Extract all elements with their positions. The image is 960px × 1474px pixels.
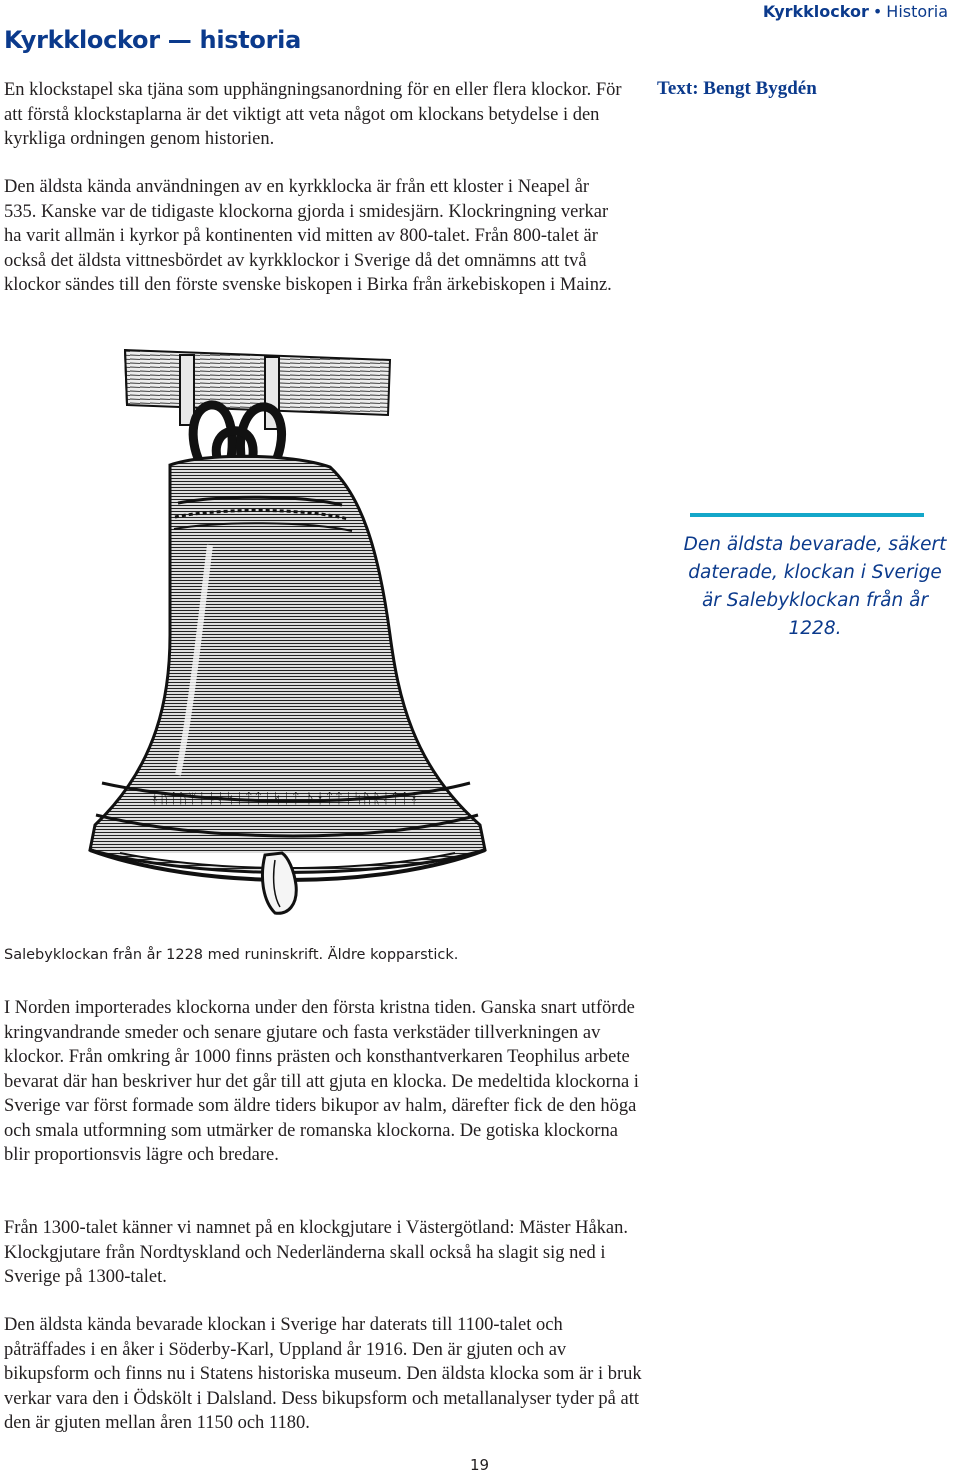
body-paragraph-1: Den äldsta kända användningen av en kyrkklocka är från ett kloster i Neapel år 535. Kanske var de tidigaste klockorna gjorda i smidesjärn. Klockringning verkar ha varit allmän i kyrkor på kontinenten vid mitten av 800-talet. Från 800-talet är också det äldsta vittnesbördet av kyrkklockor i Sverige då det omnämns att två klockor sändes till den förste svenske biskopen i Birka från ärkebiskopen i Mainz.: [4, 177, 612, 295]
body-paragraph-3: Från 1300-talet känner vi namnet på en klockgjutare i Västergötland: Mäster Håkan. Klockgjutare från Nordtyskland och Nederländerna skall också ha slagit sig ned i Sverige på 1300-talet.: [4, 1218, 629, 1287]
page-title: Kyrkklockor — historia: [4, 26, 301, 54]
bell-inscription: ᚼᚢᛏᚢᛘᛁᚾᛅᛋᛁᛏᛏᛁᛋᛁᛏ ᚦᚼᛏᛏᛁᛋᚢᚱᛅᛏᛏᚼ: [150, 791, 420, 807]
body-paragraph-2: I Norden importerades klockorna under den första kristna tiden. Ganska snart utförde kringvandrande smeder och senare gjutare och fasta verkstäder tillverkningen av klockor. Från omkring år 1000 finns prästen och konsthantverkaren Teophilus arbete bevarat där han beskriver hur det går till att gjuta en klocka. De medeltida klockorna i Sverige var först formade som äldre tiders bikupor av halm, därefter fick de den höga och smala utformning som utmärker de romanska klockorna. De gotiska klockorna blir proportionsvis lägre och bredare.: [4, 998, 639, 1165]
body-paragraph-4: Den äldsta kända bevarade klockan i Sverige har daterats till 1100-talet och påträffades i en åker i Söderby-Karl, Uppland år 1916. Den är gjuten och av bikupsform och finns nu i Statens historiska museum. Den äldsta klocka som är i bruk verkar vara den i Ödskölt i Dalsland. Dess bikupsform och metallanalyser tyder på att den är gjuten mellan åren 1150 och 1180.: [4, 1315, 642, 1433]
bell-illustration: [60, 345, 560, 920]
page-number: 19: [470, 1456, 490, 1474]
pull-quote-rule: [690, 513, 924, 517]
bell-body: [90, 456, 485, 880]
pull-quote: Den äldsta bevarade, säkert daterade, klockan i Sverige är Salebyklockan från år 1228.: [683, 534, 947, 639]
author-byline: Text: Bengt Bygdén: [657, 78, 817, 99]
running-head: [763, 2, 948, 21]
running-head-section: Kyrkklockor: [762, 2, 869, 21]
figure-caption: Salebyklockan från år 1228 med runinskrift. Äldre kopparstick.: [4, 947, 459, 963]
intro-paragraph: En klockstapel ska tjäna som upphängningsanordning för en eller flera klockor. För att förstå klockstaplarna är det viktigt att veta något om klockans betydelse i den kyrkliga ordningen genom historien.: [4, 80, 622, 149]
running-head-separator: •: [872, 2, 883, 21]
running-head-topic: Historia: [886, 2, 948, 21]
